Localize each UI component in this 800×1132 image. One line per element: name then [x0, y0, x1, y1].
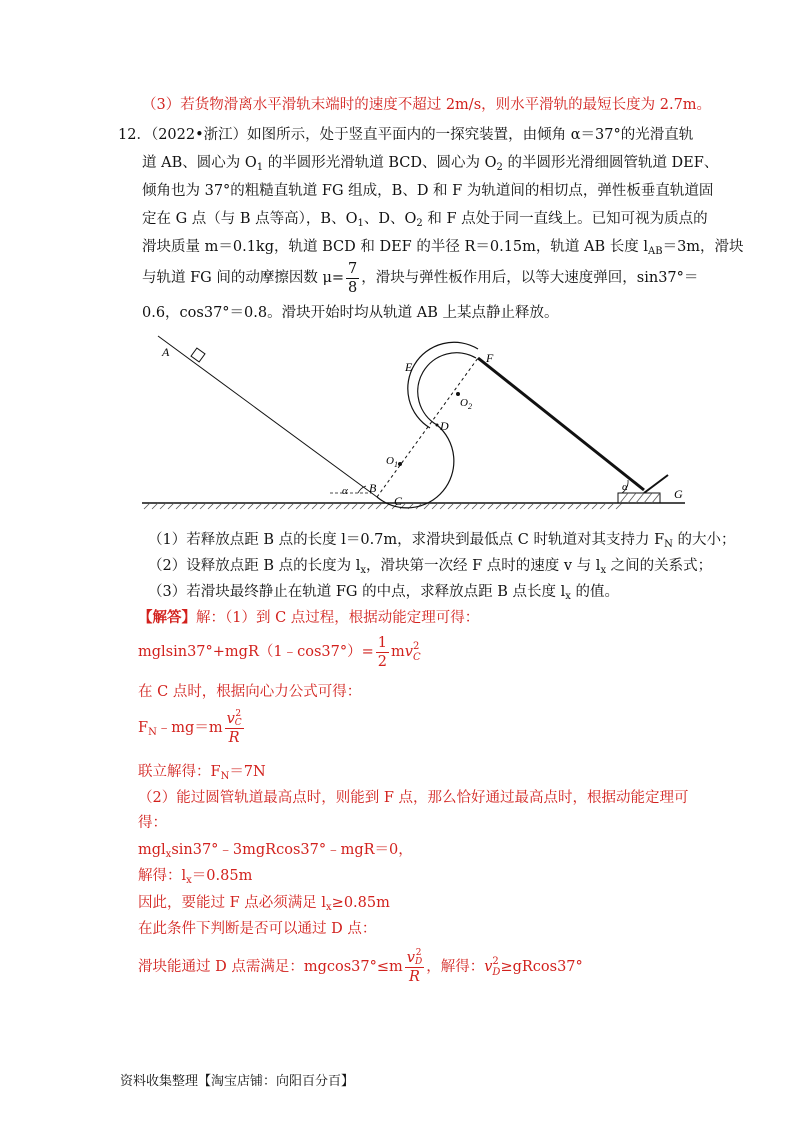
equation-1: mglsin37°+mgR（1﹣cos37°）= $\frac{1}{2}$ mv 2 C [138, 634, 421, 670]
prev-answer-line: （3）若货物滑离水平滑轨末端时的速度不超过 2m/s，则水平滑轨的最短长度为 2.7m。 [142, 97, 712, 113]
label-e: E [405, 360, 413, 374]
problem-line-5: 滑块质量 m＝0.1kg，轨道 BCD 和 DEF 的半径 R＝0.15m，轨道 AB 长度 $l_{AB}=3m$，滑块 [142, 239, 744, 257]
label-alpha-left: α [342, 485, 348, 497]
point-o2 [456, 392, 460, 396]
conclusion-1: 因此，要能过 F 点必须满足 $l_x\ge 0.85m$ [138, 895, 390, 913]
solve-2: 解得：$l_x=0.85m$ [138, 868, 253, 886]
at-c-text: 在 C 点时，根据向心力公式可得： [138, 684, 362, 700]
label-b: B [369, 481, 377, 495]
solve-1: 联立解得：$F_N=7N$ [138, 764, 266, 782]
elastic-plate [644, 475, 668, 493]
footer: 资料收集整理【淘宝店铺：向阳百分百】 [120, 1074, 355, 1089]
equation-2: $F_N﹣mg=m$ v 2 C R [138, 708, 242, 746]
label-d: D [440, 419, 449, 433]
point-d [436, 424, 439, 427]
label-f: F [486, 351, 494, 365]
label-o2: $O_2$ [460, 397, 472, 411]
label-a: A [162, 345, 170, 359]
label-c: C [394, 494, 403, 508]
label-o1: $O_1$ [386, 455, 398, 469]
point-o1 [398, 462, 402, 466]
answer-intro: 【解答】解：（1）到 C 点过程，根据动能定理可得： [138, 609, 480, 626]
problem-line-2: 道 AB、圆心为 $O_1$ 的半圆形光滑轨道 BCD、圆心为 $O_2$ 的半圆形光滑细圆管轨道 DEF、 [142, 155, 719, 173]
slider-block [191, 348, 205, 362]
track-fg [478, 358, 644, 490]
track-ab [158, 336, 377, 497]
ground-hatch [144, 503, 622, 509]
question-1: （1）若释放点距 B 点的长度 l＝0.7m，求滑块到最低点 C 时轨道对其支持力 $F_N$ 的大小； [148, 532, 736, 550]
label-g: G [674, 487, 683, 501]
part2-line-2: 得： [138, 815, 167, 831]
question-2: （2）设释放点距 B 点的长度为 $l_x$，滑块第一次经 F 点时的速度 v 与 $l_x$ 之间的关系式； [148, 558, 713, 576]
problem-line-1: 12．（2022•浙江）如图所示，处于竖直平面内的一探究装置，由倾角 α＝37°的光滑直轨 [118, 127, 694, 143]
judge-d: 在此条件下判断是否可以通过 D 点： [138, 921, 377, 937]
question-3: （3）若滑块最终静止在轨道 FG 的中点，求释放点距 B 点长度 $l_x$ 的值。 [148, 584, 619, 602]
problem-line-3: 倾角也为 37°的粗糙直轨道 FG 组成，B、D 和 F 为轨道间的相切点，弹性板垂直轨道固 [142, 183, 714, 199]
track-def-inner [418, 353, 476, 425]
equation-3: mgl$_x$sin37°﹣3mgRcos37°﹣mgR＝0， [138, 842, 413, 860]
problem-line-6: 与轨道 FG 间的动摩擦因数 μ= $\frac{7}{8}$ ，滑块与弹性板作用后，以等大速度弹回，sin37°＝ [142, 260, 699, 296]
problem-line-7: 0.6，cos37°＝0.8。滑块开始时均从轨道 AB 上某点静止释放。 [142, 305, 559, 321]
label-alpha-right: α [622, 481, 628, 493]
part2-line-1: （2）能过圆管轨道最高点时，则能到 F 点，那么恰好通过最高点时，根据动能定理可 [138, 790, 689, 806]
center-line [377, 358, 478, 497]
equation-4: 滑块能通过 D 点需满足：mgcos37°≤m v 2 D R ，解得：v 2 D ≥gRcos37° [138, 947, 583, 985]
problem-line-4: 定在 G 点（与 B 点等高），B、$O_1$、D、$O_2$ 和 F 点处于同一直线上。已知可视为质点的 [142, 211, 708, 229]
apparatus-diagram [140, 330, 700, 515]
mu-fraction: $\frac{7}{8}$ [348, 260, 358, 296]
